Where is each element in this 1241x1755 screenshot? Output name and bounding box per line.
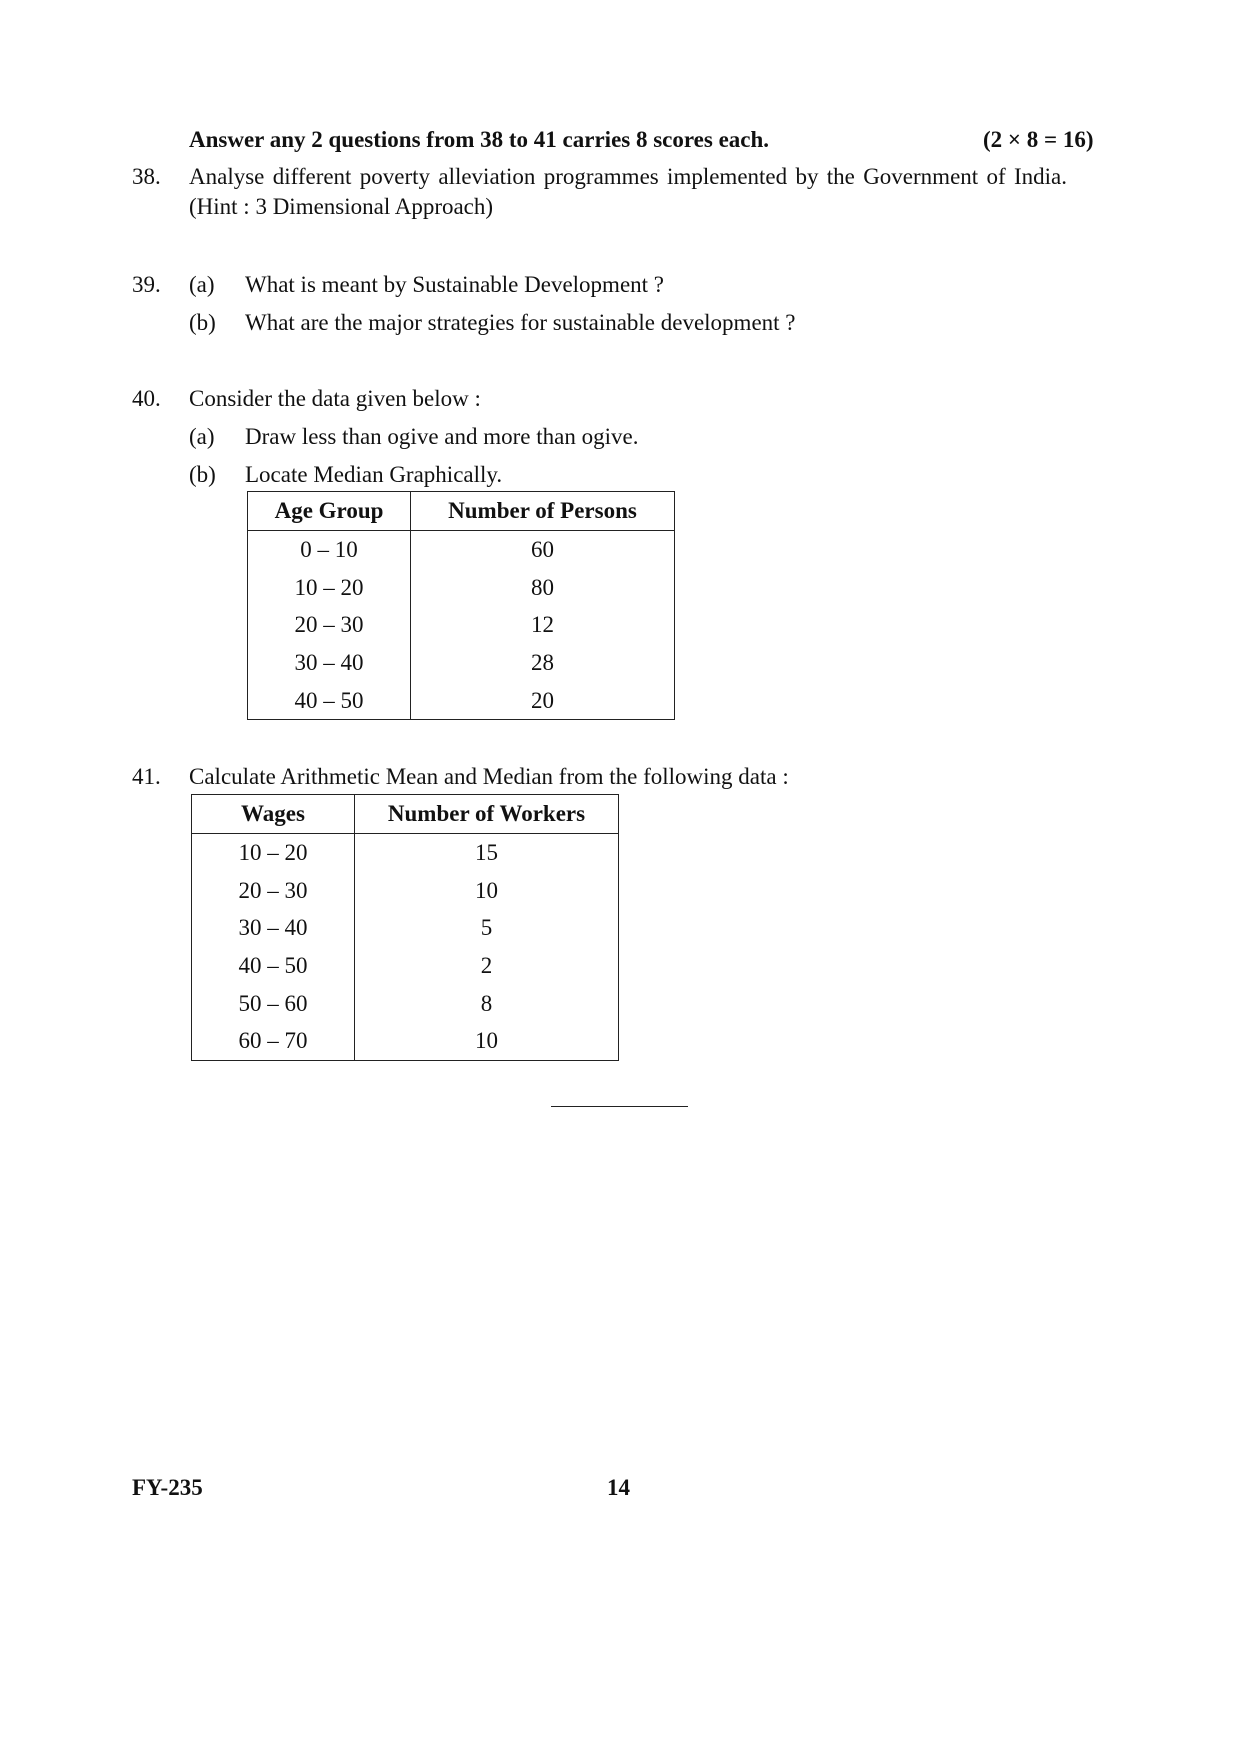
workers-cell: 8 bbox=[355, 985, 619, 1023]
table-row bbox=[192, 872, 619, 910]
persons-cell: 28 bbox=[411, 644, 675, 682]
table-row bbox=[192, 947, 619, 985]
end-of-paper-rule bbox=[551, 1106, 688, 1107]
column-header-age-group: Age Group bbox=[248, 492, 411, 531]
workers-cell: 10 bbox=[355, 1022, 619, 1060]
table-row bbox=[248, 606, 675, 644]
age-group-cell: 40 – 50 bbox=[248, 682, 411, 720]
column-header-number-of-persons: Number of Persons bbox=[411, 492, 675, 531]
age-group-cell: 10 – 20 bbox=[248, 569, 411, 607]
column-header-wages: Wages bbox=[192, 795, 355, 834]
workers-cell: 15 bbox=[355, 834, 619, 872]
wages-cell: 60 – 70 bbox=[192, 1022, 355, 1060]
persons-cell: 60 bbox=[411, 531, 675, 569]
question-41-number: 41. bbox=[132, 764, 161, 789]
section-marks: (2 × 8 = 16) bbox=[983, 127, 1094, 152]
table-row bbox=[192, 834, 619, 872]
age-group-cell: 20 – 30 bbox=[248, 606, 411, 644]
question-39-part-a-text: What is meant by Sustainable Development ? bbox=[245, 272, 664, 297]
question-40-text: Consider the data given below : bbox=[189, 386, 481, 411]
question-41-text: Calculate Arithmetic Mean and Median from the following data : bbox=[189, 764, 789, 789]
workers-cell: 10 bbox=[355, 872, 619, 910]
workers-cell: 5 bbox=[355, 909, 619, 947]
wages-cell: 20 – 30 bbox=[192, 872, 355, 910]
age-group-cell: 0 – 10 bbox=[248, 531, 411, 569]
workers-cell: 2 bbox=[355, 947, 619, 985]
persons-cell: 80 bbox=[411, 569, 675, 607]
footer-paper-code: FY-235 bbox=[132, 1475, 203, 1500]
table-row bbox=[248, 531, 675, 569]
table-header-row bbox=[192, 795, 619, 834]
persons-cell: 12 bbox=[411, 606, 675, 644]
table-row bbox=[248, 644, 675, 682]
column-header-number-of-workers: Number of Workers bbox=[355, 795, 619, 834]
question-40-number: 40. bbox=[132, 386, 161, 411]
wages-cell: 40 – 50 bbox=[192, 947, 355, 985]
table-row bbox=[192, 909, 619, 947]
footer-page-number: 14 bbox=[607, 1475, 630, 1500]
table-row bbox=[192, 1022, 619, 1060]
question-40-part-a-label: (a) bbox=[189, 424, 215, 449]
wages-cell: 50 – 60 bbox=[192, 985, 355, 1023]
section-instruction: Answer any 2 questions from 38 to 41 carries 8 scores each. bbox=[189, 127, 770, 152]
table-row bbox=[248, 682, 675, 720]
question-40-part-b-text: Locate Median Graphically. bbox=[245, 462, 503, 487]
wages-table bbox=[191, 794, 619, 1061]
table-header-row bbox=[248, 492, 675, 531]
question-38-number: 38. bbox=[132, 164, 161, 189]
table-row bbox=[192, 985, 619, 1023]
wages-cell: 30 – 40 bbox=[192, 909, 355, 947]
question-38-text: Analyse different poverty alleviation programmes implemented by the Government of India. (Hint : 3 Dimensional Approach) bbox=[189, 164, 1067, 219]
wages-cell: 10 – 20 bbox=[192, 834, 355, 872]
question-39-part-b-label: (b) bbox=[189, 310, 216, 335]
persons-cell: 20 bbox=[411, 682, 675, 720]
age-group-table bbox=[247, 491, 675, 720]
age-group-cell: 30 – 40 bbox=[248, 644, 411, 682]
question-40-part-b-label: (b) bbox=[189, 462, 216, 487]
question-39-part-b-text: What are the major strategies for sustainable development ? bbox=[245, 310, 796, 335]
question-40-part-a-text: Draw less than ogive and more than ogive. bbox=[245, 424, 639, 449]
table-row bbox=[248, 569, 675, 607]
question-39-number: 39. bbox=[132, 272, 161, 297]
question-39-part-a-label: (a) bbox=[189, 272, 215, 297]
